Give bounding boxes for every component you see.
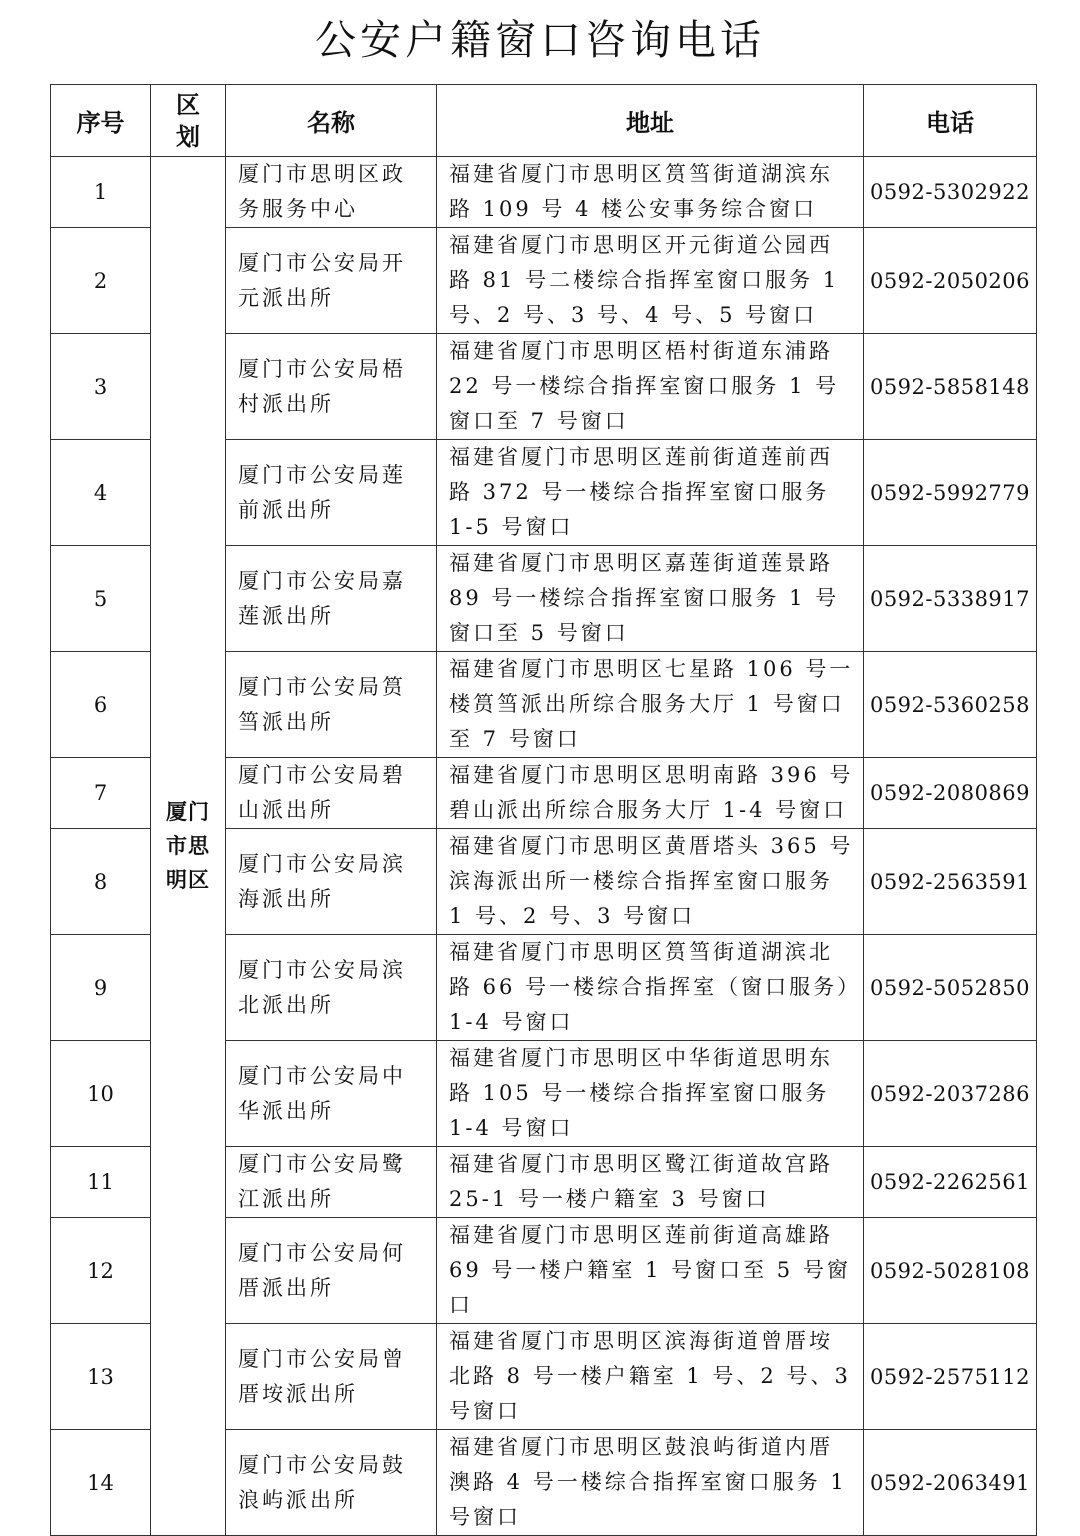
row-seq: 12 xyxy=(51,1218,151,1324)
row-phone: 0592-2563591 xyxy=(864,829,1037,935)
row-seq: 6 xyxy=(51,652,151,758)
row-address: 福建省厦门市思明区鼓浪屿街道内厝澳路 4 号一楼综合指挥室窗口服务 1 号窗口 xyxy=(437,1430,864,1536)
row-name: 厦门市公安局筼筜派出所 xyxy=(226,652,437,758)
row-phone: 0592-2037286 xyxy=(864,1041,1037,1147)
header-seq: 序号 xyxy=(51,85,151,157)
district-line2: 市思 xyxy=(166,834,210,858)
row-seq: 3 xyxy=(51,334,151,440)
header-district-line2: 划 xyxy=(176,122,200,151)
row-phone: 0592-5338917 xyxy=(864,546,1037,652)
row-name: 厦门市公安局鹭江派出所 xyxy=(226,1147,437,1218)
row-phone: 0592-5858148 xyxy=(864,334,1037,440)
row-address: 福建省厦门市思明区梧村街道东浦路 22 号一楼综合指挥室窗口服务 1 号窗口至 7 号窗口 xyxy=(437,334,864,440)
row-name: 厦门市公安局梧村派出所 xyxy=(226,334,437,440)
row-seq: 9 xyxy=(51,935,151,1041)
row-name: 厦门市公安局中华派出所 xyxy=(226,1041,437,1147)
header-district xyxy=(151,85,226,157)
row-name: 厦门市思明区政务服务中心 xyxy=(226,157,437,228)
row-name: 厦门市公安局滨北派出所 xyxy=(226,935,437,1041)
row-address: 福建省厦门市思明区滨海街道曾厝垵北路 8 号一楼户籍室 1 号、2 号、3 号窗口 xyxy=(437,1324,864,1430)
row-seq: 2 xyxy=(51,228,151,334)
row-phone: 0592-2080869 xyxy=(864,758,1037,829)
row-name: 厦门市公安局鼓浪屿派出所 xyxy=(226,1430,437,1536)
table-row xyxy=(51,157,1037,228)
row-phone: 0592-5302922 xyxy=(864,157,1037,228)
row-name: 厦门市公安局何厝派出所 xyxy=(226,1218,437,1324)
row-name: 厦门市公安局莲前派出所 xyxy=(226,440,437,546)
contact-table xyxy=(50,84,1037,1536)
row-phone: 0592-2063491 xyxy=(864,1430,1037,1536)
header-district-line1: 区 xyxy=(176,90,200,119)
row-address: 福建省厦门市思明区筼筜街道湖滨北路 66 号一楼综合指挥室（窗口服务）1-4 号窗口 xyxy=(437,935,864,1041)
row-address: 福建省厦门市思明区思明南路 396 号碧山派出所综合服务大厅 1-4 号窗口 xyxy=(437,758,864,829)
row-seq: 11 xyxy=(51,1147,151,1218)
row-seq: 10 xyxy=(51,1041,151,1147)
row-address: 福建省厦门市思明区鹭江街道故宫路 25-1 号一楼户籍室 3 号窗口 xyxy=(437,1147,864,1218)
header-address: 地址 xyxy=(437,85,864,157)
row-seq: 1 xyxy=(51,157,151,228)
row-phone: 0592-5360258 xyxy=(864,652,1037,758)
row-seq: 13 xyxy=(51,1324,151,1430)
row-address: 福建省厦门市思明区中华街道思明东路 105 号一楼综合指挥室窗口服务 1-4 号窗口 xyxy=(437,1041,864,1147)
row-seq: 14 xyxy=(51,1430,151,1536)
row-seq: 7 xyxy=(51,758,151,829)
row-address: 福建省厦门市思明区莲前街道莲前西路 372 号一楼综合指挥室窗口服务 1-5 号窗口 xyxy=(437,440,864,546)
row-address: 福建省厦门市思明区七星路 106 号一楼筼筜派出所综合服务大厅 1 号窗口至 7 号窗口 xyxy=(437,652,864,758)
page-title: 公安户籍窗口咨询电话 xyxy=(315,16,765,64)
row-address: 福建省厦门市思明区莲前街道高雄路 69 号一楼户籍室 1 号窗口至 5 号窗口 xyxy=(437,1218,864,1324)
row-seq: 4 xyxy=(51,440,151,546)
row-name: 厦门市公安局开元派出所 xyxy=(226,228,437,334)
row-name: 厦门市公安局滨海派出所 xyxy=(226,829,437,935)
row-phone: 0592-2262561 xyxy=(864,1147,1037,1218)
row-seq: 8 xyxy=(51,829,151,935)
row-address: 福建省厦门市思明区嘉莲街道莲景路 89 号一楼综合指挥室窗口服务 1 号窗口至 5 号窗口 xyxy=(437,546,864,652)
header-phone: 电话 xyxy=(864,85,1037,157)
district-line3: 明区 xyxy=(166,868,210,892)
row-phone: 0592-5992779 xyxy=(864,440,1037,546)
table-header-row xyxy=(51,85,1037,157)
row-address: 福建省厦门市思明区开元街道公园西路 81 号二楼综合指挥室窗口服务 1 号、2 号、3 号、4 号、5 号窗口 xyxy=(437,228,864,334)
row-phone: 0592-5028108 xyxy=(864,1218,1037,1324)
district-line1: 厦门 xyxy=(166,800,210,824)
row-name: 厦门市公安局嘉莲派出所 xyxy=(226,546,437,652)
row-phone: 0592-5052850 xyxy=(864,935,1037,1041)
row-name: 厦门市公安局碧山派出所 xyxy=(226,758,437,829)
row-phone: 0592-2575112 xyxy=(864,1324,1037,1430)
row-phone: 0592-2050206 xyxy=(864,228,1037,334)
row-seq: 5 xyxy=(51,546,151,652)
row-name: 厦门市公安局曾厝垵派出所 xyxy=(226,1324,437,1430)
district-cell xyxy=(151,157,226,1536)
header-name: 名称 xyxy=(226,85,437,157)
row-address: 福建省厦门市思明区黄厝塔头 365 号滨海派出所一楼综合指挥室窗口服务 1 号、2 号、3 号窗口 xyxy=(437,829,864,935)
row-address: 福建省厦门市思明区筼筜街道湖滨东路 109 号 4 楼公安事务综合窗口 xyxy=(437,157,864,228)
